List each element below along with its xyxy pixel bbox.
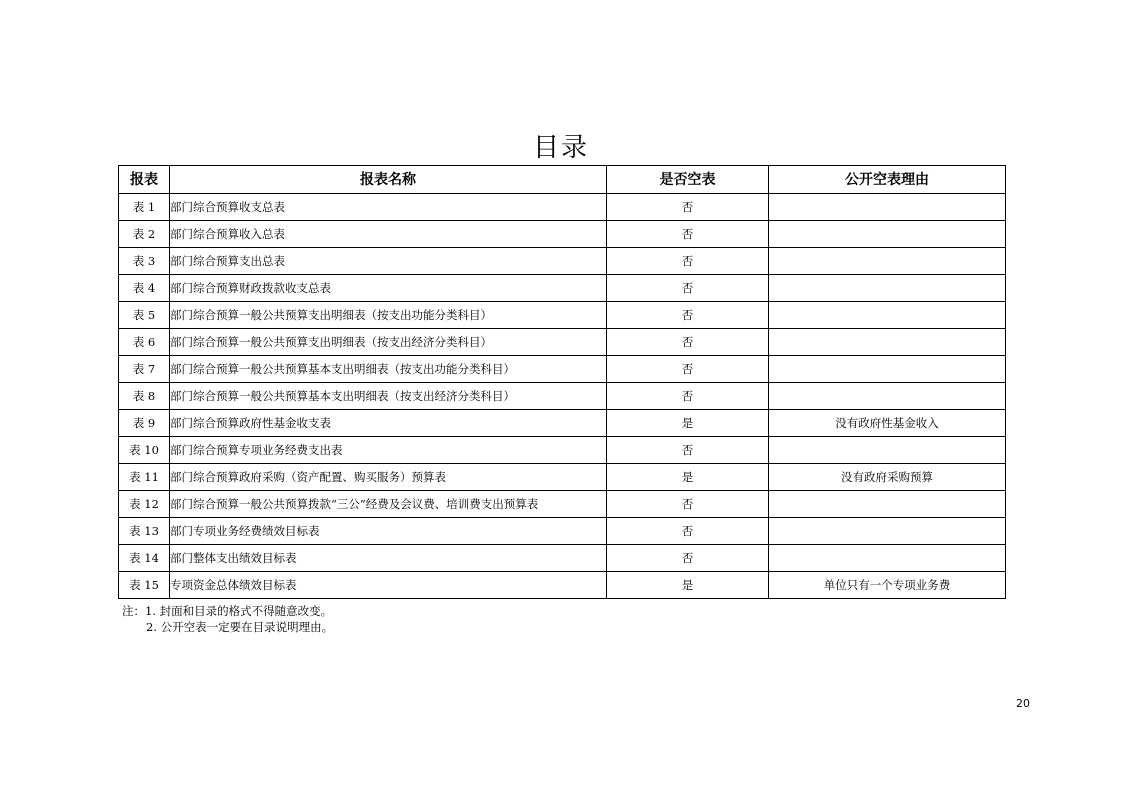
table-row xyxy=(119,410,1006,437)
is-empty-cell: 否 xyxy=(607,518,769,545)
report-name-cell: 部门综合预算一般公共预算拨款“三公”经费及会议费、培训费支出预算表 xyxy=(170,491,607,518)
report-no-cell: 表 12 xyxy=(119,491,170,518)
table-row xyxy=(119,221,1006,248)
table-row xyxy=(119,464,1006,491)
table-row xyxy=(119,545,1006,572)
table-row xyxy=(119,356,1006,383)
is-empty-cell: 否 xyxy=(607,329,769,356)
is-empty-cell: 否 xyxy=(607,383,769,410)
is-empty-cell: 否 xyxy=(607,221,769,248)
table-row xyxy=(119,275,1006,302)
table-row xyxy=(119,329,1006,356)
report-name-cell: 部门综合预算一般公共预算支出明细表（按支出经济分类科目） xyxy=(170,329,607,356)
table-row xyxy=(119,383,1006,410)
report-name-cell: 部门专项业务经费绩效目标表 xyxy=(170,518,607,545)
reason-cell xyxy=(769,437,1006,464)
reason-cell xyxy=(769,248,1006,275)
report-no-cell: 表 13 xyxy=(119,518,170,545)
report-no-cell: 表 1 xyxy=(119,194,170,221)
note-line: 注：1. 封面和目录的格式不得随意改变。 xyxy=(122,604,333,618)
notes xyxy=(122,603,333,635)
is-empty-cell: 否 xyxy=(607,194,769,221)
is-empty-cell: 否 xyxy=(607,248,769,275)
is-empty-cell: 否 xyxy=(607,437,769,464)
reason-cell xyxy=(769,194,1006,221)
table-row xyxy=(119,302,1006,329)
note-line: 2. 公开空表一定要在目录说明理由。 xyxy=(146,620,334,634)
report-no-cell: 表 7 xyxy=(119,356,170,383)
reason-cell xyxy=(769,491,1006,518)
is-empty-cell: 否 xyxy=(607,356,769,383)
report-name-cell: 部门综合预算收支总表 xyxy=(170,194,607,221)
reason-cell: 没有政府性基金收入 xyxy=(769,410,1006,437)
report-name-cell: 部门综合预算专项业务经费支出表 xyxy=(170,437,607,464)
is-empty-cell: 是 xyxy=(607,410,769,437)
reason-cell xyxy=(769,221,1006,248)
report-no-cell: 表 6 xyxy=(119,329,170,356)
table-row xyxy=(119,194,1006,221)
header-report-no: 报表 xyxy=(119,166,170,194)
table-row xyxy=(119,437,1006,464)
header-is-empty: 是否空表 xyxy=(607,166,769,194)
page-number: 20 xyxy=(1016,697,1030,710)
report-name-cell: 部门综合预算收入总表 xyxy=(170,221,607,248)
reason-cell xyxy=(769,329,1006,356)
reason-cell: 单位只有一个专项业务费 xyxy=(769,572,1006,599)
report-name-cell: 部门整体支出绩效目标表 xyxy=(170,545,607,572)
report-name-cell: 部门综合预算支出总表 xyxy=(170,248,607,275)
reason-cell xyxy=(769,302,1006,329)
header-report-name: 报表名称 xyxy=(170,166,607,194)
reason-cell xyxy=(769,383,1006,410)
report-name-cell: 部门综合预算财政拨款收支总表 xyxy=(170,275,607,302)
report-no-cell: 表 11 xyxy=(119,464,170,491)
is-empty-cell: 否 xyxy=(607,302,769,329)
report-no-cell: 表 10 xyxy=(119,437,170,464)
reason-cell: 没有政府采购预算 xyxy=(769,464,1006,491)
report-no-cell: 表 3 xyxy=(119,248,170,275)
report-no-cell: 表 2 xyxy=(119,221,170,248)
report-name-cell: 部门综合预算一般公共预算基本支出明细表（按支出功能分类科目） xyxy=(170,356,607,383)
report-name-cell: 专项资金总体绩效目标表 xyxy=(170,572,607,599)
is-empty-cell: 否 xyxy=(607,491,769,518)
report-no-cell: 表 14 xyxy=(119,545,170,572)
header-reason: 公开空表理由 xyxy=(769,166,1006,194)
report-no-cell: 表 9 xyxy=(119,410,170,437)
is-empty-cell: 是 xyxy=(607,572,769,599)
table-row xyxy=(119,491,1006,518)
table-body xyxy=(119,194,1006,599)
table-row xyxy=(119,248,1006,275)
page-title: 目录 xyxy=(532,133,589,163)
table-row xyxy=(119,518,1006,545)
report-name-cell: 部门综合预算一般公共预算支出明细表（按支出功能分类科目） xyxy=(170,302,607,329)
reason-cell xyxy=(769,518,1006,545)
is-empty-cell: 是 xyxy=(607,464,769,491)
report-name-cell: 部门综合预算一般公共预算基本支出明细表（按支出经济分类科目） xyxy=(170,383,607,410)
reason-cell xyxy=(769,356,1006,383)
report-table xyxy=(118,165,1006,599)
report-no-cell: 表 15 xyxy=(119,572,170,599)
report-name-cell: 部门综合预算政府采购（资产配置、购买服务）预算表 xyxy=(170,464,607,491)
report-no-cell: 表 8 xyxy=(119,383,170,410)
is-empty-cell: 否 xyxy=(607,545,769,572)
report-no-cell: 表 5 xyxy=(119,302,170,329)
reason-cell xyxy=(769,275,1006,302)
report-name-cell: 部门综合预算政府性基金收支表 xyxy=(170,410,607,437)
is-empty-cell: 否 xyxy=(607,275,769,302)
table-header-row xyxy=(119,166,1006,194)
reason-cell xyxy=(769,545,1006,572)
table-row xyxy=(119,572,1006,599)
report-no-cell: 表 4 xyxy=(119,275,170,302)
